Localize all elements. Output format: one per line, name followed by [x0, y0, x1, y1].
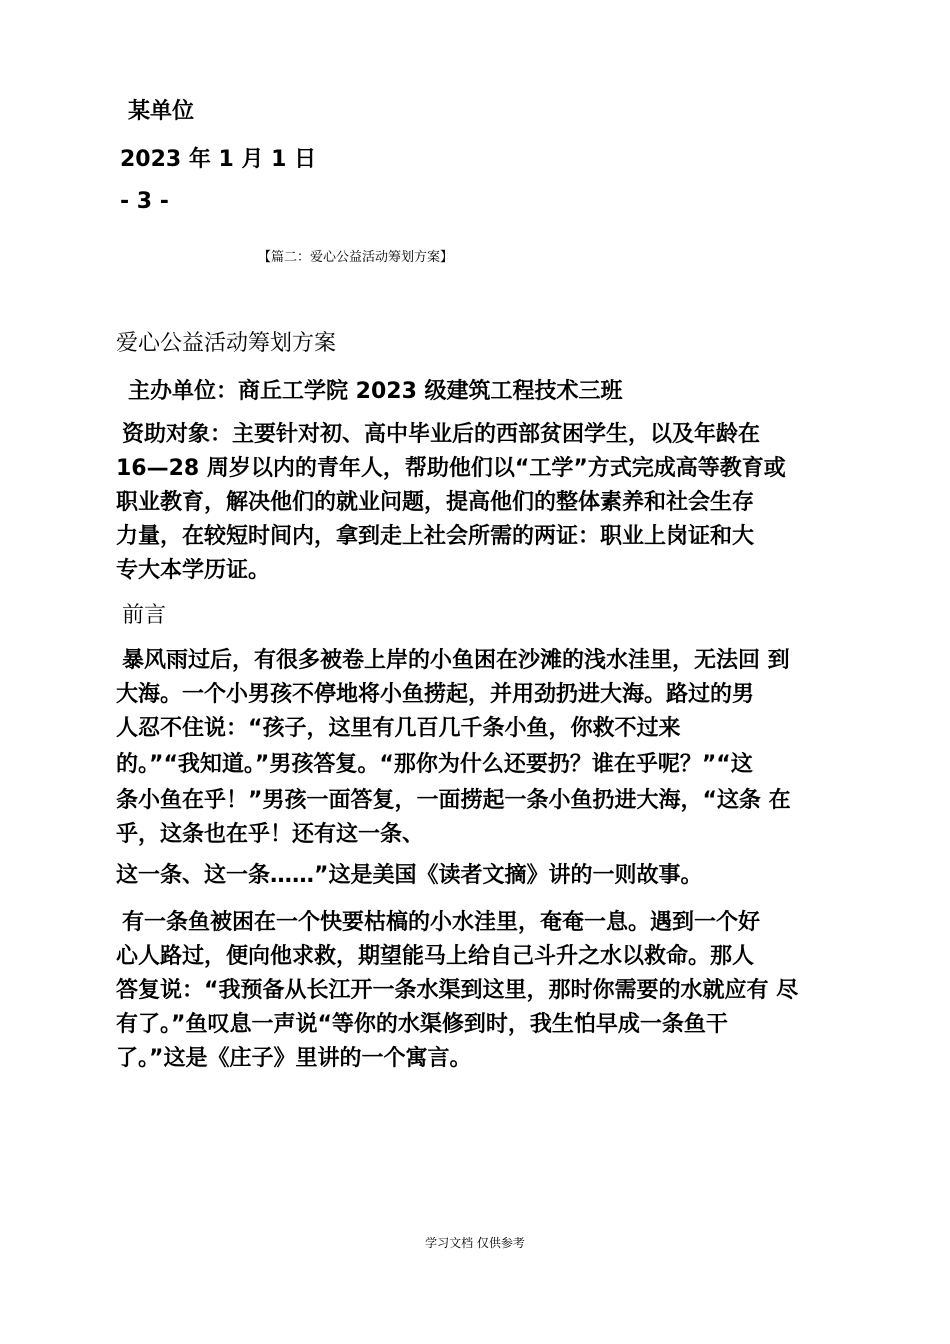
story1-end: 这一条、这一条……”这是美国《读者文摘》讲的一则故事。: [116, 863, 703, 888]
section-label: 【篇二：爱心公益活动筹划方案】: [258, 250, 454, 265]
aid-target-line: 职业教育，解决他们的就业问题，提高他们的整体素养和社会生存: [116, 490, 755, 515]
story2-line: 了。”这是《庄子》里讲的一个寓言。: [116, 1046, 472, 1071]
aid-target-line: 16—28 周岁以内的青年人，帮助他们以“工学”方式完成高等教育或: [116, 456, 786, 481]
story1-line: 条小鱼在乎！”男孩一面答复，一面捞起一条小鱼扔进大海，“这条 在: [116, 788, 791, 813]
aid-target-line: 力量，在较短时间内，拿到走上社会所需的两证：职业上岗证和大: [116, 524, 755, 549]
story2-line: 心人路过，便向他求救，期望能马上给自己斗升之水以救命。那人: [116, 944, 755, 969]
story1-line: 暴风雨过后，有很多被卷上岸的小鱼困在沙滩的浅水洼里，无法回 到: [122, 648, 790, 673]
story1-line: 的。”“我知道。”男孩答复。“那你为什么还要扔？谁在乎呢？”“这: [116, 752, 753, 777]
aid-target-line: 专大本学历证。: [116, 558, 271, 583]
document-title: 爱心公益活动筹划方案: [116, 331, 337, 356]
date: 2023 年 1 月 1 日: [120, 147, 317, 172]
page-number: - 3 -: [120, 189, 169, 214]
aid-target-paragraph: [116, 418, 822, 588]
story1-paragraph: [116, 644, 822, 852]
story2-line: 答复说：“我预备从长江开一条水渠到这里，那时你需要的水就应有 尽: [116, 978, 799, 1003]
story2-paragraph: [116, 906, 822, 1076]
footer-note: 学习文档 仅供参考: [425, 1236, 525, 1250]
org-name: 某单位: [128, 99, 195, 124]
story1-line: 乎，这条也在乎！还有这一条、: [116, 822, 425, 847]
aid-target-line: 资助对象：主要针对初、高中毕业后的西部贫困学生，以及年龄在: [122, 422, 761, 447]
organizer: 主办单位：商丘工学院 2023 级建筑工程技术三班: [128, 379, 623, 404]
story1-line: 大海。一个小男孩不停地将小鱼捞起，并用劲扔进大海。路过的男: [116, 682, 755, 707]
preface-heading: 前言: [122, 603, 167, 628]
story1-line: 人忍不住说：“孩子，这里有几百几千条小鱼，你救不过来: [116, 716, 681, 741]
story2-line: 有一条鱼被困在一个快要枯槁的小水洼里，奄奄一息。遇到一个好: [122, 910, 761, 935]
story2-line: 有了。”鱼叹息一声说“等你的水渠修到时，我生怕早成一条鱼干: [116, 1012, 728, 1037]
